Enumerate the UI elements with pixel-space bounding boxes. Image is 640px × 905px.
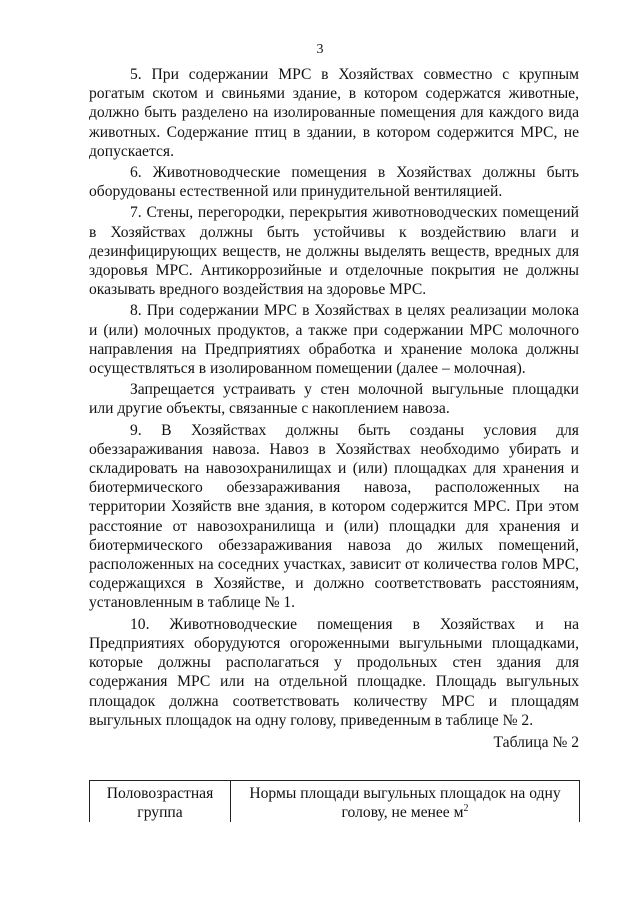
page-number: 3	[316, 42, 324, 57]
paragraph-7: 7. Стены, перегородки, перекрытия животноводческих помещений в Хозяйствах должны быть устойчивы к воздействию влаги и дезинфицирующих веществ, не должны выделять веществ, вредных для здоровья МРС. Антикоррозийные и отделочные покрытия не должны оказывать вредного воздействия на здоровье МРС.	[89, 204, 579, 299]
header-age-group	[90, 781, 231, 823]
paragraph-5: 5. При содержании МРС в Хозяйствах совместно с крупным рогатым скотом и свиньями здание, в котором содержатся животные, должно быть разделено на изолированные помещения для каждого вида животных. Содержание птиц в здании, в котором содержится МРС, не допускается.	[89, 66, 579, 160]
header-area-norms	[231, 781, 580, 823]
paragraph-9: 9. В Хозяйствах должны быть созданы условия для обеззараживания навоза. Навоз в Хозяйствах необходимо убирать и складировать на навозохранилищах и (или) площадках для хранения и биотермического обеззараживания навоза, расположенных на территории Хозяйств вне здания, в котором содержится МРС. При этом расстояние от навозохранилища и (или) площадки для хранения и биотермического обеззараживания навоза до жилых помещений, расположенных на соседних участках, зависит от количества голов МРС, содержащихся в Хозяйстве, и должно соответствовать расстояниям, установленным в таблице № 1.	[89, 421, 579, 612]
norms-table	[89, 780, 580, 822]
table-header-row	[90, 781, 580, 823]
header-age-group-label: Половозрастная группа	[106, 785, 214, 821]
document-body	[89, 65, 579, 732]
unit-superscript: 2	[463, 802, 469, 814]
paragraph-10: 10. Животноводческие помещения в Хозяйствах и на Предприятиях оборудуются огороженными выгульными площадками, которые должны располагаться у продольных стен здания для содержания МРС или на отдельной площадке. Площадь выгульных площадок должна соответствовать количеству МРС и площадям выгульных площадок на одну голову, приведенным в таблице № 2.	[89, 615, 579, 729]
table-caption: Таблица № 2	[493, 734, 579, 751]
paragraph-8-continuation: Запрещается устраивать у стен молочной выгульные площадки или другие объекты, связанные с накоплением навоза.	[89, 381, 579, 418]
header-area-norms-label: Нормы площади выгульных площадок на одну голову, не менее м	[249, 785, 561, 821]
paragraph-8: 8. При содержании МРС в Хозяйствах в целях реализации молока и (или) молочных продуктов, а также при содержании МРС молочного направления на Предприятиях обработка и хранение молока должны осуществляться в изолированном помещении (далее – молочная).	[89, 302, 579, 378]
paragraph-6: 6. Животноводческие помещения в Хозяйствах должны быть оборудованы естественной или принудительной вентиляцией.	[89, 164, 579, 201]
